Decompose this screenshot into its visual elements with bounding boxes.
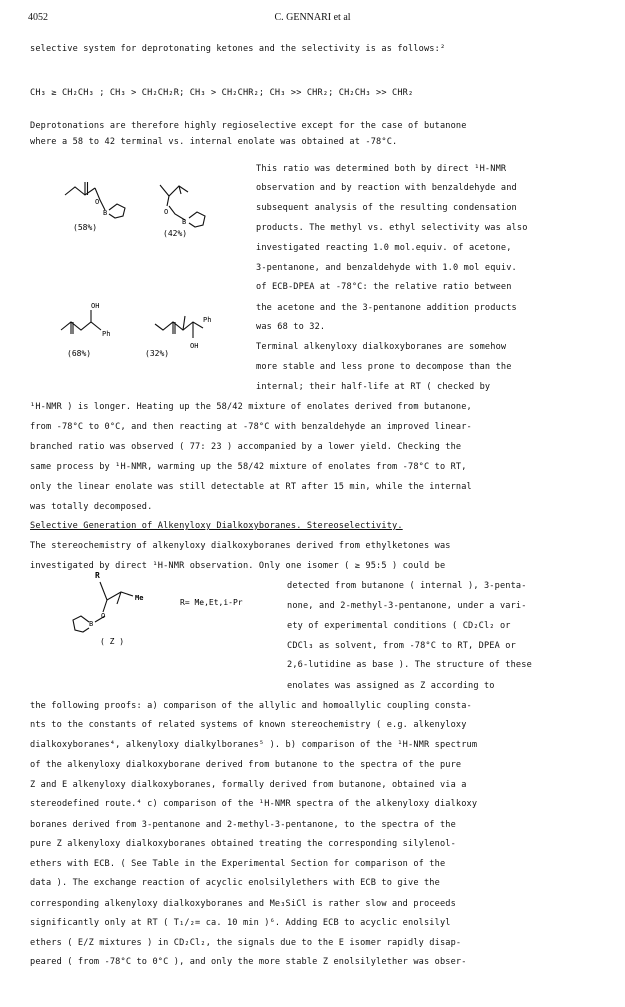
text-line: peared ( from -78°C to 0°C ), and only the more stable Z enolsilylether was obser-	[30, 957, 467, 967]
internal-enolborate-b-label: B	[182, 218, 187, 226]
r-definition-label: R= Me,Et,i-Pr	[180, 598, 243, 607]
terminal-enolborate-b-label: B	[103, 209, 108, 217]
text-line: of ECB-DPEA at -78°C: the relative ratio between	[256, 282, 512, 292]
text-line: data ). The exchange reaction of acyclic enolsilylethers with ECB to give the	[30, 878, 440, 888]
text-line: none, and 2-methyl-3-pentanone, under a vari-	[287, 601, 527, 611]
pentanone-aldol-structure	[155, 316, 203, 338]
text-line: of the alkenyloxy dialkoxyborane derived from butanone to the spectra of the pure	[30, 760, 462, 770]
text-line: the acetone and the 3-pentanone addition products	[256, 303, 517, 313]
text-line: selective system for deprotonating ketones and the selectivity is as follows:²	[30, 44, 446, 54]
text-line: pure Z alkenyloxy dialkoxyboranes obtained treating the corresponding silylenol-	[30, 839, 456, 849]
pentanone-aldol-oh-label: OH	[190, 342, 199, 350]
text-line: was 68 to 32.	[256, 322, 326, 332]
text-line: products. The methyl vs. ethyl selectivity was also	[256, 223, 528, 233]
text-line: The stereochemistry of alkenyloxy dialkoxyboranes derived from ethylketones was	[30, 541, 451, 551]
text-line: where a 58 to 42 terminal vs. internal enolate was obtained at -78°C.	[30, 137, 398, 147]
text-line: was totally decomposed.	[30, 502, 153, 512]
acetone-aldol-percentage: (68%)	[67, 349, 92, 358]
z-configuration-label: ( Z )	[100, 637, 125, 646]
text-line: ¹H-NMR ) is longer. Heating up the 58/42 mixture of enolates derived from butanone,	[30, 402, 472, 412]
acetone-aldol-structure	[61, 310, 101, 334]
text-line: ethers with ECB. ( See Table in the Experimental Section for comparison of the	[30, 859, 446, 869]
text-line: enolates was assigned as Z according to	[287, 681, 495, 691]
text-line: ethers ( E/Z mixtures ) in CD₂Cl₂, the signals due to the E isomer rapidly disap-	[30, 938, 462, 948]
text-line: only the linear enolate was still detectable at RT after 15 min, while the internal	[30, 482, 472, 492]
text-line: Z and E alkenyloxy dialkoxyboranes, formally derived from butanone, obtained via a	[30, 780, 467, 790]
internal-enolborate-o-label: O	[164, 208, 169, 216]
text-line: 2,6-lutidine as base ). The structure of these	[287, 660, 532, 670]
text-line: Selective Generation of Alkenyloxy Dialkoxyboranes. Stereoselectivity.	[30, 521, 403, 531]
text-line: detected from butanone ( internal ), 3-penta-	[287, 581, 527, 591]
terminal-enolate-percentage: (58%)	[73, 223, 98, 232]
text-line: corresponding alkenyloxy dialkoxyboranes and Me₃SiCl is rather slow and proceeds	[30, 899, 456, 909]
text-line: Deprotonations are therefore highly regioselective except for the case of butanone	[30, 121, 467, 131]
text-line: dialkoxyboranes⁴, alkenyloxy dialkylboranes⁵ ). b) comparison of the ¹H-NMR spectrum	[30, 740, 478, 750]
z-enolate-b-label: B	[89, 620, 94, 628]
text-line: This ratio was determined both by direct ¹H-NMR	[256, 164, 507, 174]
text-line: more stable and less prone to decompose than the	[256, 362, 512, 372]
z-enolate-structure	[73, 582, 133, 632]
text-line: ety of experimental conditions ( CD₂Cl₂ or	[287, 621, 511, 631]
page-number: 4052	[28, 12, 48, 23]
text-line: 3-pentanone, and benzaldehyde with 1.0 mol equiv.	[256, 263, 517, 273]
text-line: Terminal alkenyloxy dialkoxyboranes are somehow	[256, 342, 507, 352]
text-line: investigated by direct ¹H-NMR observation. Only one isomer ( ≥ 95:5 ) could be	[30, 561, 446, 571]
text-line: subsequent analysis of the resulting condensation	[256, 203, 517, 213]
page-header	[28, 12, 597, 28]
text-line: CDCl₃ as solvent, from -78°C to RT, DPEA or	[287, 641, 516, 651]
terminal-enolborate-o-label: O	[95, 198, 100, 206]
acetone-aldol-ph-label: Ph	[102, 330, 111, 338]
internal-enolate-percentage: (42%)	[163, 229, 188, 238]
text-line: observation and by reaction with benzaldehyde and	[256, 183, 517, 193]
text-line: from -78°C to 0°C, and then reacting at -78°C with benzaldehyde an improved linear-	[30, 422, 472, 432]
running-authors: C. GENNARI et al	[274, 12, 351, 23]
text-line: the following proofs: a) comparison of the allylic and homoallylic coupling consta-	[30, 701, 472, 711]
text-line: CH₃ ≥ CH₂CH₃ ; CH₃ > CH₂CH₂R; CH₃ > CH₂CHR₂; CH₃ >> CHR₂; CH₂CH₃ >> CHR₂	[30, 88, 414, 98]
z-enolate-r-label: R	[95, 571, 100, 580]
pentanone-aldol-percentage: (32%)	[145, 349, 170, 358]
text-line: internal; their half-life at RT ( checked by	[256, 382, 491, 392]
z-enolate-o-label: O	[101, 612, 106, 620]
acetone-aldol-oh-label: OH	[91, 302, 100, 310]
pentanone-aldol-ph-label: Ph	[203, 316, 212, 324]
text-line: significantly only at RT ( T₁/₂= ca. 10 min )⁶. Adding ECB to acyclic enolsilyl	[30, 918, 451, 928]
z-enolate-figure	[45, 560, 285, 650]
enolborate-structures-figure	[45, 170, 245, 240]
text-line: boranes derived from 3-pentanone and 2-methyl-3-pentanone, to the spectra of the	[30, 820, 456, 830]
text-line: branched ratio was observed ( 77: 23 ) accompanied by a lower yield. Checking the	[30, 442, 462, 452]
text-line: same process by ¹H-NMR, warming up the 58/42 mixture of enolates from -78°C to RT,	[30, 462, 467, 472]
text-line: investigated reacting 1.0 mol.equiv. of acetone,	[256, 243, 512, 253]
text-line: nts to the constants of related systems of known stereochemistry ( e.g. alkenyloxy	[30, 720, 467, 730]
text-line: stereodefined route.⁴ c) comparison of the ¹H-NMR spectra of the alkenyloxy dialkoxy	[30, 799, 478, 809]
z-enolate-me-label: Me	[135, 594, 144, 602]
aldol-products-figure	[45, 292, 255, 367]
